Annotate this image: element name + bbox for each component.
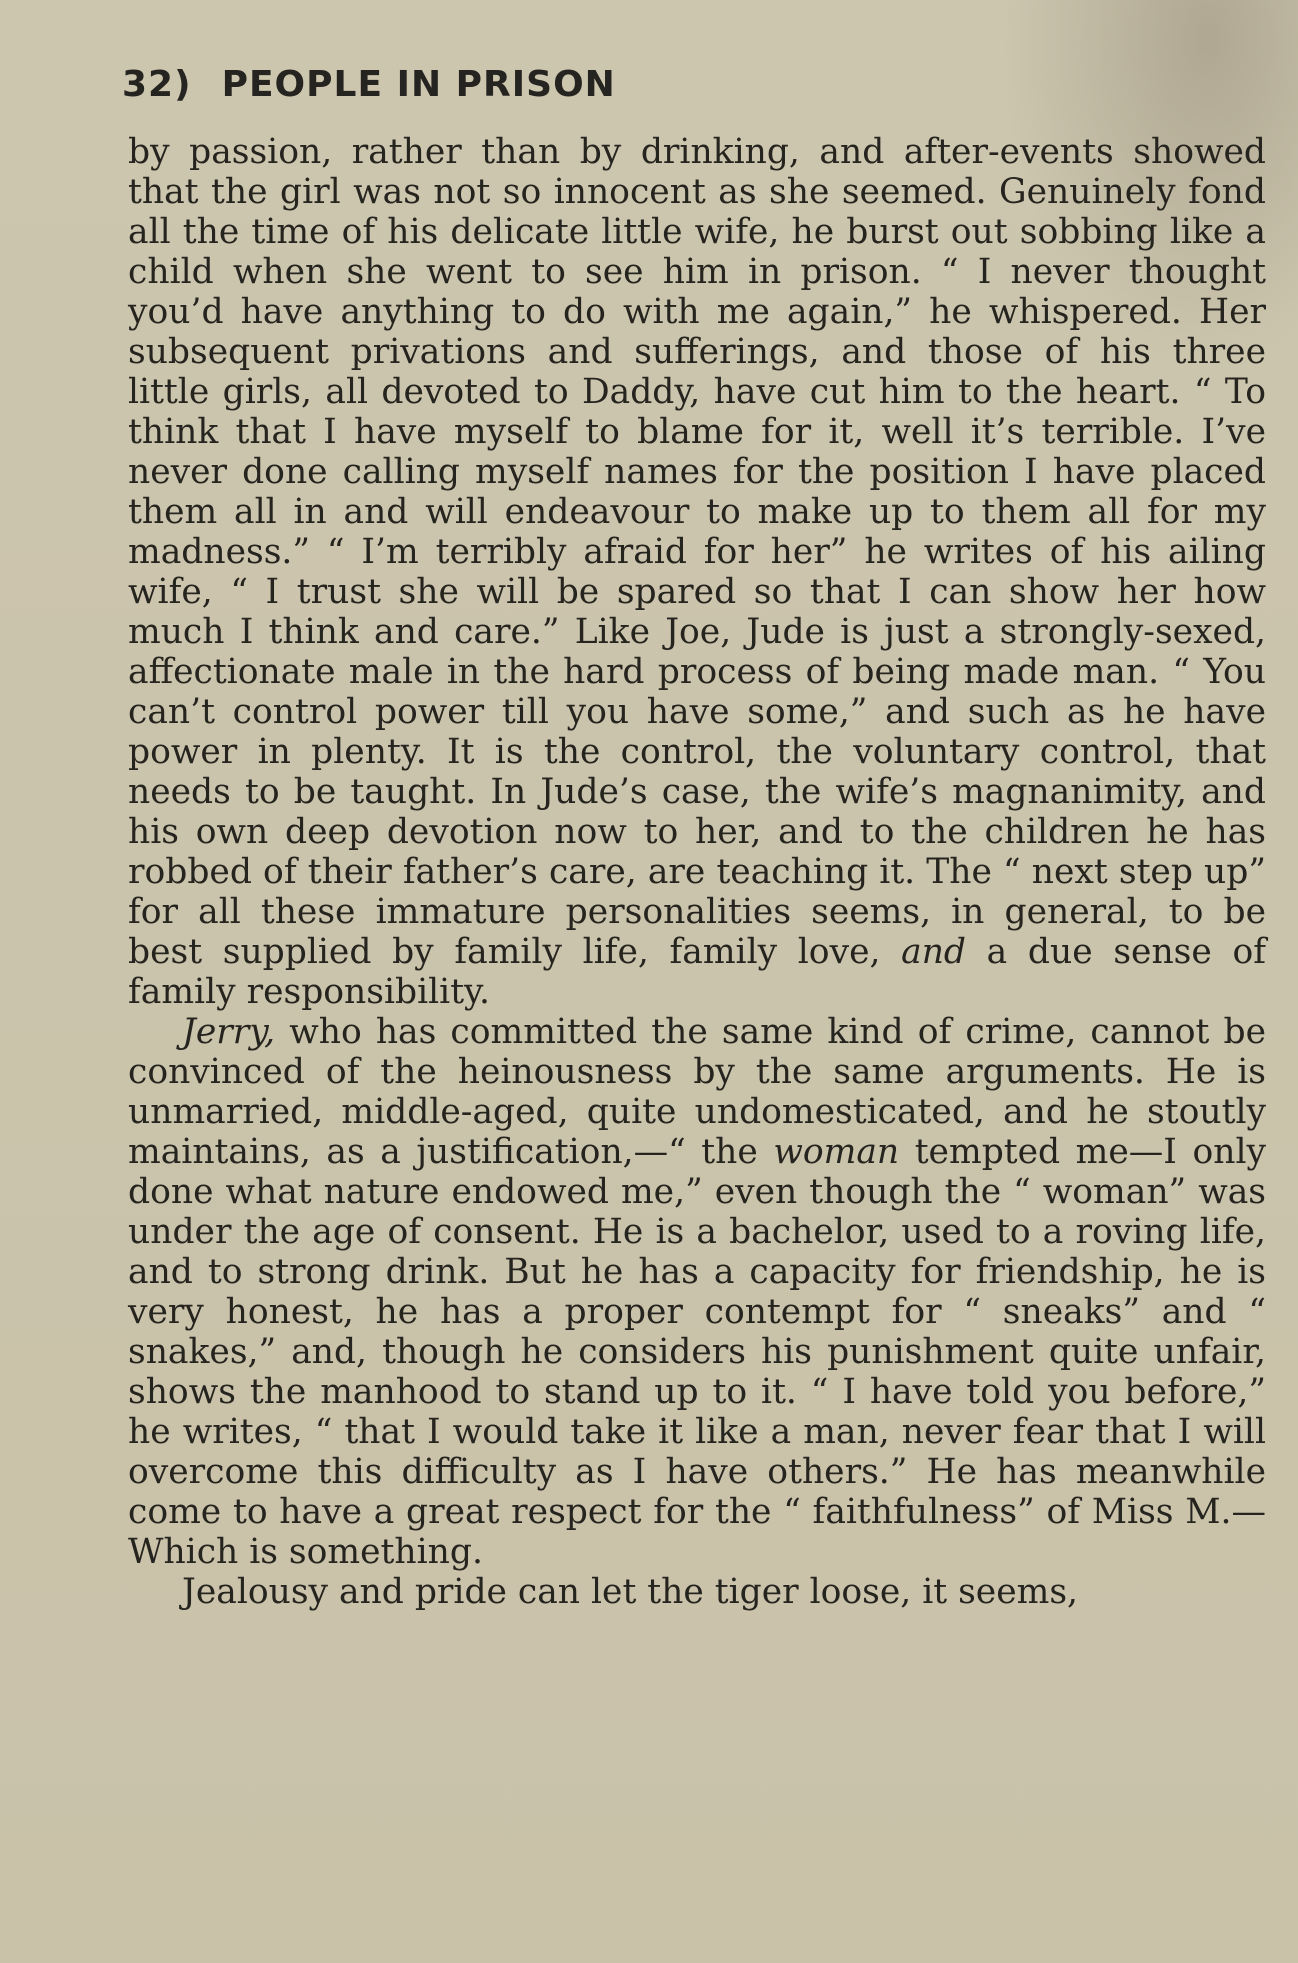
body-text (128, 132, 1266, 1612)
page-number: 32) (122, 64, 192, 105)
text-run-italic: woman (773, 1132, 900, 1172)
text-run-italic: and (901, 932, 967, 972)
paragraph-2 (128, 1012, 1266, 1572)
text-run: Jealousy and pride can let the tiger loose, it seems, (182, 1572, 1079, 1612)
running-header (122, 64, 616, 105)
text-run-italic: Jerry, (182, 1012, 276, 1052)
text-run: who has committed the same kind of crime, cannot be convinced of the heinousness by the same arguments. He is unmarried, middle-aged, quite undomesticated, and he stoutly maintains, as a justification,—“ the (128, 1012, 1266, 1172)
text-run: by passion, rather than by drinking, and after-events showed that the girl was not so innocent as she seemed. Genuinely fond all the time of his delicate little wife, he burst out sobbing like a child when she went to see him in prison. “ I never thought you’d have anything to do with me again,” he whispered. Her subsequent privations and sufferings, and those of his three little girls, all devoted to Daddy, have cut him to the heart. “ To think that I have myself to blame for it, well it’s terrible. I’ve never done calling myself names for the position I have placed them all in and will endeavour to make up to them all for my madness.” “ I’m terribly afraid for her” he writes of his ailing wife, “ I trust she will be spared so that I can show her how much I think and care.” Like Joe, Jude is just a strongly-sexed, affectionate male in the hard process of being made man. “ You can’t control power till you have some,” and such as he have power in plenty. It is the control, the voluntary control, that needs to be taught. In Jude’s case, the wife’s magnanimity, and his own deep devotion now to her, and to the children he has robbed of their father’s care, are teaching it. The “ next step up” for all these immature personalities seems, in general, to be best supplied by family life, family love, (128, 132, 1266, 972)
text-run: tempted me—I only done what nature endowed me,” even though the “ woman” was under the age of consent. He is a bachelor, used to a roving life, and to strong drink. But he has a capacity for friendship, he is very honest, he has a proper contempt for “ sneaks” and “ snakes,” and, though he considers his punishment quite unfair, shows the manhood to stand up to it. “ I have told you before,” he writes, “ that I would take it like a man, never fear that I will overcome this difficulty as I have others.” He has meanwhile come to have a great respect for the “ faithfulness” of Miss M.—Which is something. (128, 1132, 1266, 1572)
paragraph-3 (128, 1572, 1266, 1612)
running-title: PEOPLE IN PRISON (221, 64, 616, 105)
text-run: a due sense of family responsibility. (128, 932, 1266, 1012)
paragraph-1 (128, 132, 1266, 1012)
